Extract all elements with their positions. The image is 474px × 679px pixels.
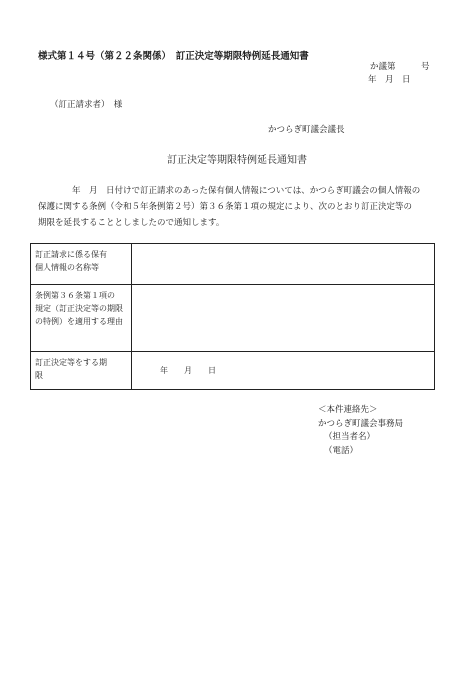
row-label-info-name xyxy=(31,244,132,285)
contact-person: （担当者名） xyxy=(324,432,376,442)
label-line: 条例第３６条第１項の xyxy=(35,291,115,300)
recipient: （訂正請求者） 様 xyxy=(50,100,123,110)
body-line-2: 保護に関する条例（令和５年条例第２号）第３６条第１項の規定により、次のとおり訂正決定等の xyxy=(38,202,413,212)
label-line: 個人情報の名称等 xyxy=(35,263,99,272)
label-line: 限 xyxy=(35,371,43,380)
row-value-reason xyxy=(132,285,435,352)
issuer: かつらぎ町議会議長 xyxy=(268,125,345,135)
form-label: 様式第１４号（第２２条関係） 訂正決定等期限特例延長通知書 xyxy=(38,51,309,62)
table-row xyxy=(31,285,435,352)
contact-block xyxy=(318,404,403,458)
body-paragraph xyxy=(38,183,438,231)
label-line: の特例）を適用する理由 xyxy=(35,317,123,326)
body-line-3: 期限を延長することとしましたので通知します。 xyxy=(38,218,225,228)
label-line: 訂正決定等をする期 xyxy=(35,358,107,367)
document-date: 年 月 日 xyxy=(368,75,411,85)
label-line: 規定（訂正決定等の期限 xyxy=(35,304,123,313)
contact-office: かつらぎ町議会事務局 xyxy=(318,418,404,429)
row-value-deadline: 年 月 日 xyxy=(132,352,435,390)
row-label-deadline xyxy=(31,352,132,390)
row-label-reason xyxy=(31,285,132,352)
row-value-info-name xyxy=(132,244,435,285)
table-row xyxy=(31,352,435,390)
notice-table xyxy=(30,243,435,390)
document-number: か議第 号 xyxy=(370,62,430,72)
label-line: 訂正請求に係る保有 xyxy=(35,250,107,259)
document-title: 訂正決定等期限特例延長通知書 xyxy=(167,155,307,166)
body-line-1: 年 月 日付けで訂正請求のあった保有個人情報については、かつらぎ町議会の個人情報の xyxy=(72,186,421,196)
table-row xyxy=(31,244,435,285)
contact-heading: ＜本件連絡先＞ xyxy=(318,405,378,415)
contact-phone: （電話） xyxy=(324,445,359,456)
